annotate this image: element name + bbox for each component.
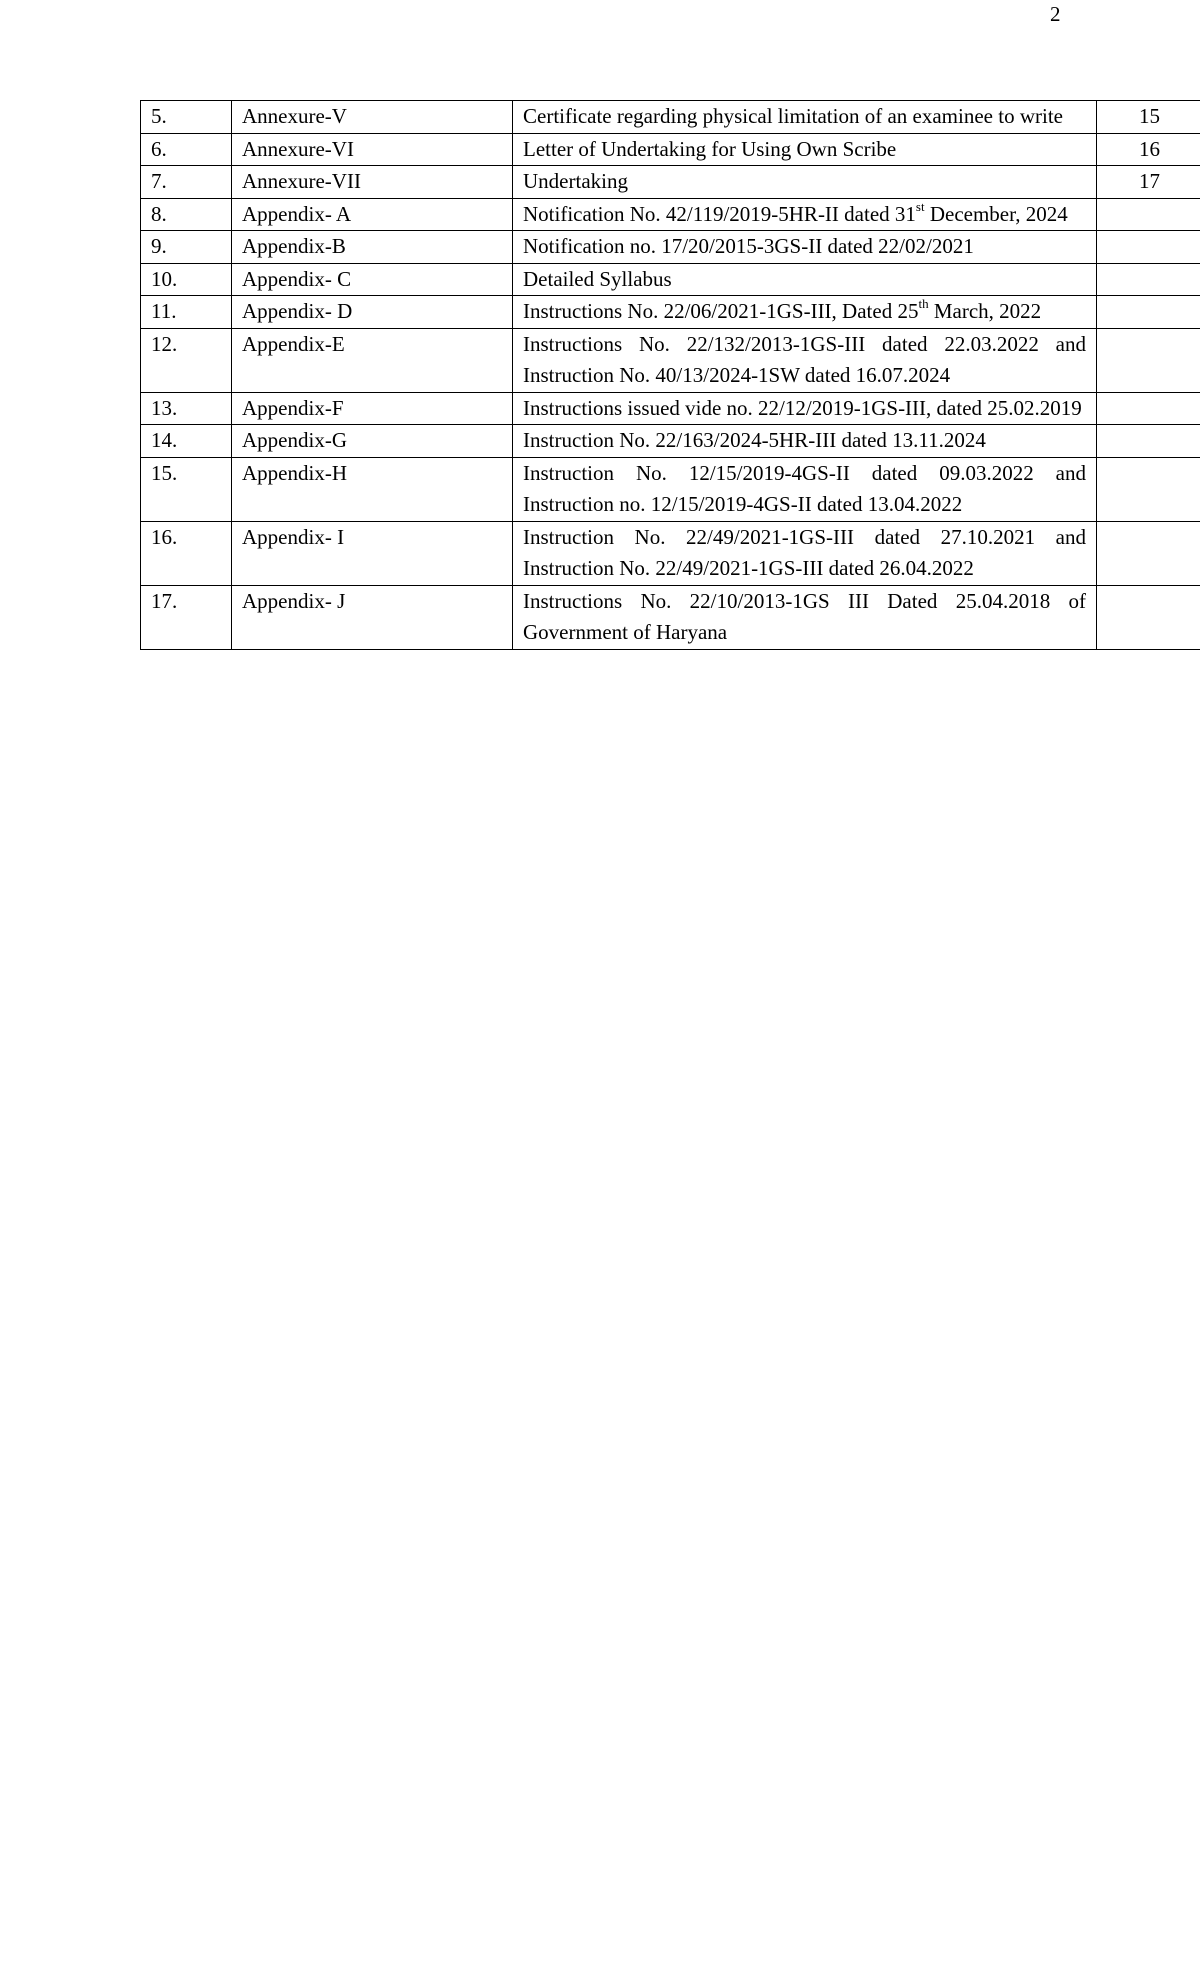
- table-row: [141, 231, 1200, 264]
- ordinal-suffix: th: [918, 296, 929, 311]
- page-reference: 17: [1097, 166, 1200, 199]
- table-row: [141, 521, 1200, 585]
- description-text: Instructions No. 22/06/2021-1GS-III, Dated 25: [523, 299, 919, 323]
- document-reference: Appendix- I: [232, 521, 513, 585]
- document-reference: Appendix-H: [232, 457, 513, 521]
- document-reference: Appendix- C: [232, 263, 513, 296]
- serial-number: 10.: [141, 263, 232, 296]
- document-description: Instruction No. 12/15/2019-4GS-II dated 09.03.2022 and Instruction no. 12/15/2019-4GS-II dated 13.04.2022: [513, 457, 1097, 521]
- page-reference: [1097, 231, 1200, 264]
- page-reference: [1097, 457, 1200, 521]
- page-reference: [1097, 263, 1200, 296]
- document-reference: Appendix- J: [232, 585, 513, 649]
- document-description: Letter of Undertaking for Using Own Scribe: [513, 133, 1097, 166]
- contents-table: [140, 100, 1200, 650]
- serial-number: 8.: [141, 198, 232, 231]
- page-reference: 15: [1097, 101, 1200, 134]
- page-reference: [1097, 521, 1200, 585]
- document-reference: Annexure-V: [232, 101, 513, 134]
- serial-number: 6.: [141, 133, 232, 166]
- table-row: [141, 133, 1200, 166]
- page-reference: [1097, 585, 1200, 649]
- document-description: Instruction No. 22/49/2021-1GS-III dated 27.10.2021 and Instruction No. 22/49/2021-1GS-III dated 26.04.2022: [513, 521, 1097, 585]
- table-row: [141, 198, 1200, 231]
- document-reference: Appendix- D: [232, 296, 513, 329]
- page-reference: [1097, 198, 1200, 231]
- table-row: [141, 328, 1200, 392]
- table-row: [141, 457, 1200, 521]
- description-text: December, 2024: [924, 201, 1068, 226]
- page-reference: 16: [1097, 133, 1200, 166]
- page-number: 2: [1050, 2, 1061, 26]
- table-row: [141, 425, 1200, 458]
- document-reference: Appendix-B: [232, 231, 513, 264]
- serial-number: 17.: [141, 585, 232, 649]
- table-row: [141, 392, 1200, 425]
- serial-number: 7.: [141, 166, 232, 199]
- serial-number: 11.: [141, 296, 232, 329]
- table-row: [141, 263, 1200, 296]
- page-reference: [1097, 425, 1200, 458]
- serial-number: 12.: [141, 328, 232, 392]
- document-reference: Appendix-E: [232, 328, 513, 392]
- table-row: [141, 585, 1200, 649]
- document-description: Certificate regarding physical limitation of an examinee to write: [513, 101, 1097, 134]
- page-reference: [1097, 392, 1200, 425]
- document-description: Instructions No. 22/132/2013-1GS-III dated 22.03.2022 and Instruction No. 40/13/2024-1SW dated 16.07.2024: [513, 328, 1097, 392]
- serial-number: 9.: [141, 231, 232, 264]
- document-reference: Appendix-G: [232, 425, 513, 458]
- document-description: Notification no. 17/20/2015-3GS-II dated 22/02/2021: [513, 231, 1097, 264]
- document-description: Instructions No. 22/10/2013-1GS III Dated 25.04.2018 of Government of Haryana: [513, 585, 1097, 649]
- table-row: [141, 166, 1200, 199]
- serial-number: 16.: [141, 521, 232, 585]
- document-description: Undertaking: [513, 166, 1097, 199]
- page-reference: [1097, 328, 1200, 392]
- document-description: Detailed Syllabus: [513, 263, 1097, 296]
- ordinal-suffix: st: [915, 198, 925, 214]
- document-reference: Appendix- A: [232, 198, 513, 231]
- document-reference: Annexure-VI: [232, 133, 513, 166]
- document-reference: Appendix-F: [232, 392, 513, 425]
- table-row: [141, 296, 1200, 329]
- table-row: [141, 101, 1200, 134]
- document-description: [513, 198, 1097, 231]
- document-description: Instruction No. 22/163/2024-5HR-III dated 13.11.2024: [513, 425, 1097, 458]
- description-text: Notification No. 42/119/2019-5HR-II dated 31: [523, 201, 916, 226]
- description-text: March, 2022: [928, 299, 1042, 323]
- document-reference: Annexure-VII: [232, 166, 513, 199]
- serial-number: 15.: [141, 457, 232, 521]
- document-description: [513, 296, 1097, 329]
- serial-number: 5.: [141, 101, 232, 134]
- serial-number: 14.: [141, 425, 232, 458]
- document-description: Instructions issued vide no. 22/12/2019-1GS-III, dated 25.02.2019: [513, 392, 1097, 425]
- page-reference: [1097, 296, 1200, 329]
- serial-number: 13.: [141, 392, 232, 425]
